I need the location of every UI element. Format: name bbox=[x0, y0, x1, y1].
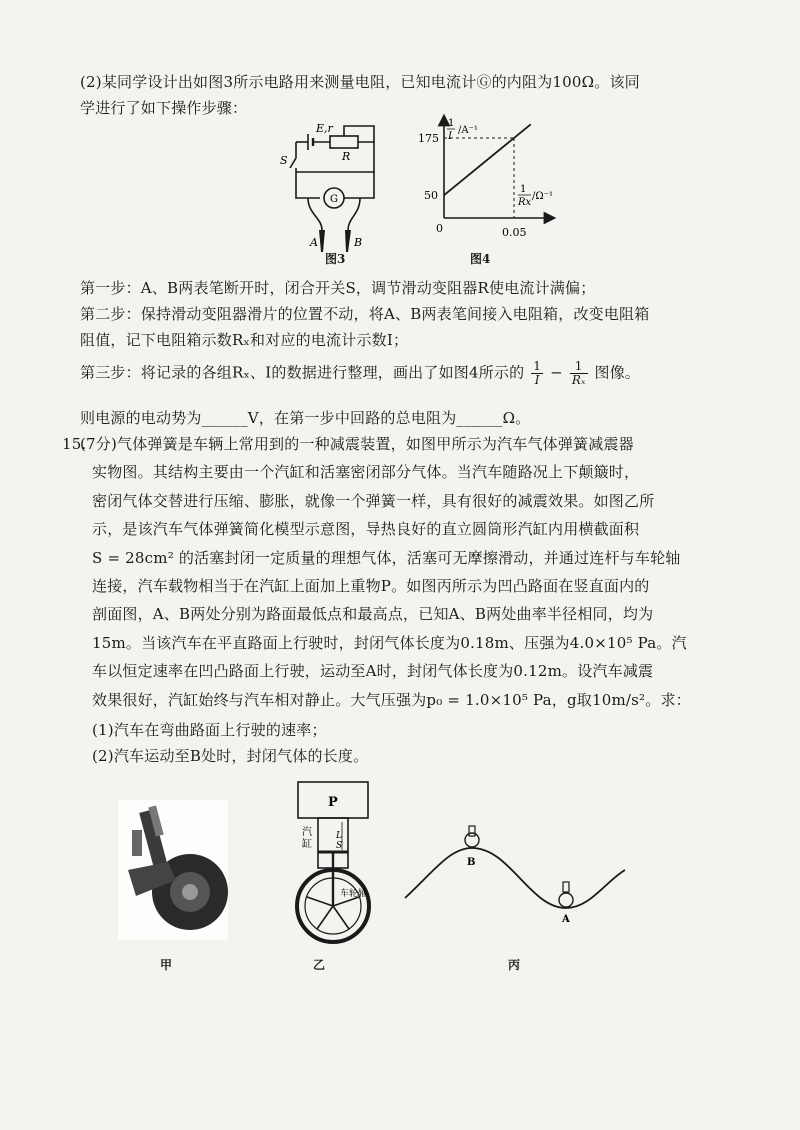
fig3-label-s: S bbox=[280, 154, 288, 167]
probe-b-icon bbox=[345, 230, 351, 252]
fig3-label-b: B bbox=[354, 236, 363, 249]
answer-line: 则电源的电动势为______V，在第一步中回路的总电阻为______Ω。 bbox=[80, 409, 531, 427]
fig4-caption: 图4 bbox=[470, 252, 491, 266]
road-curve bbox=[405, 848, 625, 908]
q15-line: 连接，汽车载物相当于在汽缸上面加上重物P。如图丙所示为凹凸路面在竖直面内的 bbox=[92, 577, 650, 595]
q15-line: S = 28cm² 的活塞封闭一定质量的理想气体，活塞可无摩擦滑动，并通过连杆与车轮轴 bbox=[92, 548, 681, 567]
q15-line: 实物图。其结构主要由一个汽缸和活塞密闭部分气体。当汽车随路况上下颠簸时， bbox=[92, 463, 640, 482]
label-l: L bbox=[336, 831, 342, 841]
q15-line: 密闭气体交替进行压缩、膨胀，就像一个弹簧一样，具有很好的减震效果。如图乙所 bbox=[92, 491, 655, 510]
q15-line: 效果很好，汽缸始终与汽车相对静止。大气压强为p₀ = 1.0×10⁵ Pa，g取10m/s²。求： bbox=[92, 690, 691, 709]
point-b-label: B bbox=[467, 857, 476, 868]
y-tick-175: 175 bbox=[418, 132, 439, 145]
step3-pre: 第三步：将记录的各组Rₓ、I的数据进行整理，画出了如图4所示的 bbox=[80, 363, 525, 382]
y-axis-label-den: I bbox=[448, 131, 452, 142]
fraction-1-over-i: $\frac{1}{I}$ bbox=[533, 359, 542, 387]
q15-line: 示，是该汽车气体弹簧简化模型示意图，导热良好的直立圆筒形汽缸内用横截面积 bbox=[92, 520, 640, 539]
jia-caption: 甲 bbox=[160, 958, 173, 972]
minus-sign: − bbox=[550, 363, 563, 382]
x-tick-005: 0.05 bbox=[502, 226, 527, 239]
step3-text bbox=[80, 360, 640, 387]
fig3-label-r: R bbox=[342, 150, 351, 163]
fig3-label-g: G bbox=[330, 194, 338, 205]
fig3-label-a: A bbox=[310, 236, 318, 249]
label-s: S bbox=[336, 841, 343, 851]
yi-caption: 乙 bbox=[313, 958, 326, 972]
part2-line1: (2)某同学设计出如图3所示电路用来测量电阻，已知电流计Ⓖ的内阻为100Ω。该同 bbox=[80, 73, 640, 91]
label-axle: 车轮轴 bbox=[340, 889, 368, 899]
q15-line: (7分)气体弹簧是车辆上常用到的一种减震装置，如图甲所示为汽车气体弹簧减震器 bbox=[80, 435, 634, 453]
y-tick-50: 50 bbox=[424, 189, 438, 203]
y-axis-label-unit: /A⁻¹ bbox=[458, 125, 478, 136]
figure-4-graph bbox=[400, 112, 580, 252]
car-at-a-icon bbox=[559, 893, 573, 907]
q15-sub1: (1)汽车在弯曲路面上行驶的速率； bbox=[92, 721, 327, 739]
gas-spring-schematic bbox=[280, 780, 390, 950]
probe-a-icon bbox=[319, 230, 325, 252]
road-profile-diagram bbox=[400, 820, 630, 930]
step2-text-b: 阻值，记下电阻箱示数Rₓ和对应的电流计示数I； bbox=[80, 331, 409, 349]
x-axis-label-num: 1 bbox=[520, 184, 527, 195]
step2-text-a: 第二步：保持滑动变阻器滑片的位置不动，将A、B两表笔间接入电阻箱，改变电阻箱 bbox=[80, 305, 650, 323]
q15-line: 15m。当该汽车在平直路面上行驶时，封闭气体长度为0.18m、压强为4.0×10⁵ Pa。汽 bbox=[92, 633, 687, 652]
step3-post: 图像。 bbox=[594, 363, 641, 382]
x-axis-label-den: Rx bbox=[518, 197, 532, 208]
question-15-number: 15. bbox=[62, 435, 87, 453]
label-p: P bbox=[328, 795, 338, 810]
point-a-label: A bbox=[562, 914, 570, 925]
label-cylinder-1: 汽 bbox=[302, 827, 312, 838]
figure-3-circuit bbox=[278, 118, 388, 268]
fig3-caption: 图3 bbox=[325, 252, 346, 266]
origin-label: 0 bbox=[436, 222, 443, 235]
bing-caption: 丙 bbox=[508, 958, 521, 972]
y-axis-label-num: 1 bbox=[448, 118, 455, 129]
q15-line: 车以恒定速率在凹凸路面上行驶，运动至A时，封闭气体长度为0.12m。设汽车减震 bbox=[92, 662, 654, 681]
x-axis-label-unit: /Ω⁻¹ bbox=[532, 191, 553, 202]
part2-line2: 学进行了如下操作步骤： bbox=[80, 99, 248, 117]
car-at-b-icon bbox=[465, 833, 479, 847]
label-cylinder-2: 缸 bbox=[302, 839, 312, 850]
shock-absorber-photo bbox=[118, 800, 228, 940]
fig3-label-e: E,r bbox=[316, 122, 333, 135]
step1-text: 第一步：A、B两表笔断开时，闭合开关S，调节滑动变阻器R使电流计满偏； bbox=[80, 279, 596, 297]
q15-sub2: (2)汽车运动至B处时，封闭气体的长度。 bbox=[92, 747, 369, 765]
q15-line: 剖面图，A、B两处分别为路面最低点和最高点，已知A、B两处曲率半径相同，均为 bbox=[92, 605, 654, 624]
fraction-1-over-rx: $\frac{1}{\text{Rₓ}}$ bbox=[571, 359, 586, 387]
